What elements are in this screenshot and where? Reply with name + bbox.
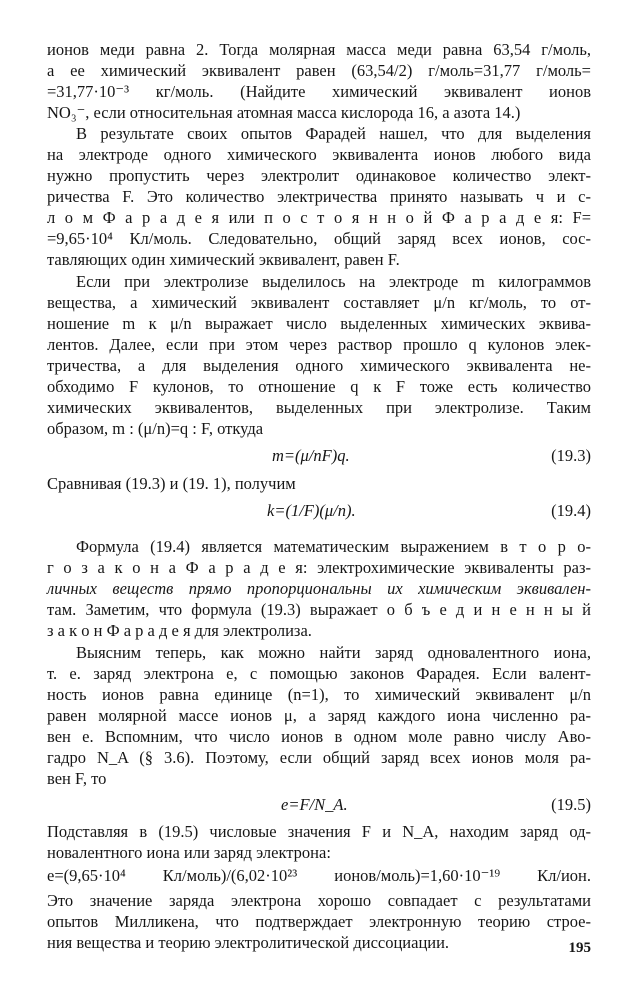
text-line: ность ионов равна единице (n=1), то химический эквивалент μ/n (47, 685, 591, 704)
text-line: образом, m : (μ/n)=q : F, откуда (47, 419, 264, 438)
text-line: =9,65·10⁴ Кл/моль. Следовательно, общий заряд всех ионов, сос- (47, 229, 591, 248)
text-line: Выясним теперь, как можно найти заряд одновалентного иона, (76, 643, 591, 662)
text-line: равен молярной массе ионов μ, а заряд каждого иона численно ра- (47, 706, 591, 725)
text-line: а ее химический эквивалент равен (63,54/2) г/моль=31,77 г/моль= (47, 61, 591, 80)
text-line: новалентного иона или заряд электрона: (47, 843, 331, 862)
text-line: нужно пропустить через электролит одинаковое количество элект- (47, 166, 591, 185)
text-line: Если при электролизе выделилось на электроде m килограммов (76, 272, 591, 291)
text-line: вещества, а химический эквивалент составляет μ/n кг/моль, то от- (47, 293, 591, 312)
text-line: лентов. Далее, если при этом через раствор прошло q кулонов элек- (47, 335, 591, 354)
equation-number: (19.4) (551, 501, 591, 520)
text-line: e=(9,65·10⁴ Кл/моль)/(6,02·10²³ ионов/моль)=1,60·10⁻¹⁹ Кл/ион. (47, 866, 591, 885)
text-line: вен F, то (47, 769, 107, 788)
equation-formula: m=(μ/nF)q. (272, 446, 350, 465)
text-line: ионов меди равна 2. Тогда молярная масса меди равна 63,54 г/моль, (47, 40, 591, 59)
text-line: тричества, а для выделения одного химического эквивалента не- (47, 356, 591, 375)
text-line: ношение m к μ/n выражает число выделенных химических эквива- (47, 314, 591, 333)
text-line: на электроде одного химического эквивалента ионов любого вида (47, 145, 591, 164)
text-line: Подставляя в (19.5) числовые значения F и N_A, находим заряд од- (47, 822, 591, 841)
text-line: Сравнивая (19.3) и (19. 1), получим (47, 474, 296, 493)
text-line: NO₃⁻, если относительная атомная масса кислорода 16, а азота 14.) (47, 103, 521, 122)
text-line: г о з а к о н а Ф а р а д е я: электрохимические эквиваленты раз- (47, 558, 591, 577)
text-line: там. Заметим, что формула (19.3) выражает о б ъ е д и н е н н ы й (47, 600, 591, 619)
equation-number: (19.3) (551, 446, 591, 465)
text-line: Формула (19.4) является математическим выражением в т о р о- (76, 537, 591, 556)
text-line: т. е. заряд электрона e, с помощью законов Фарадея. Если валент- (47, 664, 591, 683)
text-line: Это значение заряда электрона хорошо совпадает с результатами (47, 891, 591, 910)
page-number: 195 (568, 940, 591, 956)
text-line: химических эквивалентов, выделенных при электролизе. Таким (47, 398, 591, 417)
text-line: обходимо F кулонов, то отношение q к F тоже есть количество (47, 377, 591, 396)
text-line: вен e. Вспомним, что число ионов в одном моле равно числу Аво- (47, 727, 591, 746)
equation-formula: e=F/N_A. (281, 795, 348, 814)
text-line: л о м Ф а р а д е я или п о с т о я н н о й Ф а р а д е я: F= (47, 208, 591, 227)
text-line: з а к о н Ф а р а д е я для электролиза. (47, 621, 312, 640)
text-line: ричества F. Это количество электричества принято называть ч и с- (47, 187, 591, 206)
text-line: личных веществ прямо пропорциональны их химическим эквивален- (47, 579, 591, 598)
equation-number: (19.5) (551, 795, 591, 814)
text-line: тавляющих один химический эквивалент, равен F. (47, 250, 400, 269)
text-line: ния вещества и теорию электролитической диссоциации. (47, 933, 450, 952)
text-line: В результате своих опытов Фарадей нашел, что для выделения (76, 124, 591, 143)
text-line: =31,77·10⁻³ кг/моль. (Найдите химический эквивалент ионов (47, 82, 591, 101)
text-line: гадро N_A (§ 3.6). Поэтому, если общий заряд всех ионов моля ра- (47, 748, 591, 767)
equation-formula: k=(1/F)(μ/n). (267, 501, 356, 520)
text-line: опытов Милликена, что подтверждает электронную теорию строе- (47, 912, 591, 931)
